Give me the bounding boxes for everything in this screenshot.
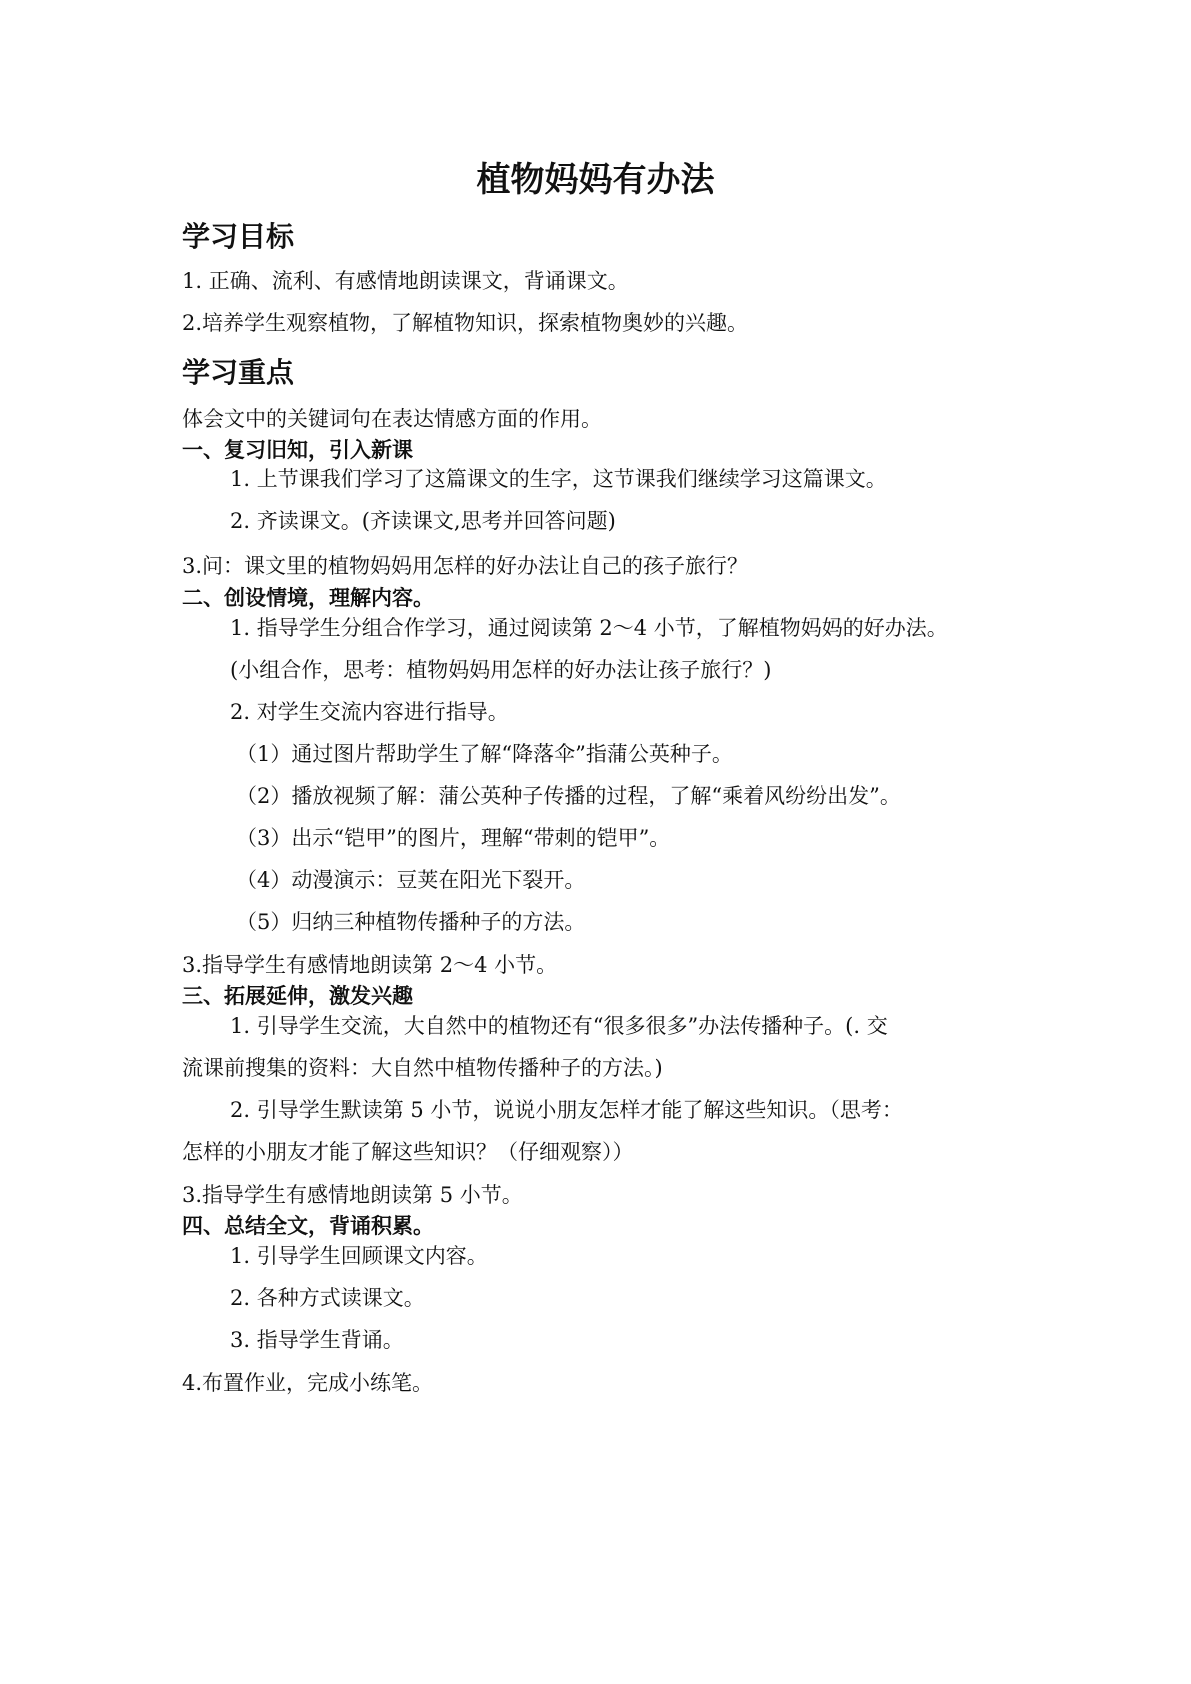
objectives-heading: 学习目标 bbox=[182, 220, 295, 253]
part1-line-2: 2. 齐读课文。(齐读课文,思考并回答问题) bbox=[230, 509, 616, 533]
part2-line-2: (小组合作，思考：植物妈妈用怎样的好办法让孩子旅行？) bbox=[230, 658, 772, 682]
part2-line-1: 1. 指导学生分组合作学习，通过阅读第 2～4 小节，了解植物妈妈的好办法。 bbox=[230, 616, 948, 640]
part2-line-9: 3.指导学生有感情地朗读第 2～4 小节。 bbox=[182, 953, 558, 977]
part3-heading: 三、拓展延伸，激发兴趣 bbox=[182, 984, 413, 1008]
part2-heading: 二、创设情境，理解内容。 bbox=[182, 586, 434, 610]
part2-line-6: （3）出示“铠甲”的图片，理解“带刺的铠甲”。 bbox=[236, 826, 671, 850]
key-points-text: 体会文中的关键词句在表达情感方面的作用。 bbox=[182, 407, 602, 431]
part1-line-1: 1. 上节课我们学习了这篇课文的生字，这节课我们继续学习这篇课文。 bbox=[230, 467, 887, 491]
objective-item-1: 1. 正确、流利、有感情地朗读课文，背诵课文。 bbox=[182, 269, 629, 293]
part3-line-1: 1. 引导学生交流，大自然中的植物还有“很多很多”办法传播种子。(. 交 bbox=[230, 1014, 888, 1038]
part2-line-4: （1）通过图片帮助学生了解“降落伞”指蒲公英种子。 bbox=[236, 742, 733, 766]
part4-line-2: 2. 各种方式读课文。 bbox=[230, 1286, 425, 1310]
part4-heading: 四、总结全文，背诵积累。 bbox=[182, 1214, 434, 1238]
part2-line-3: 2. 对学生交流内容进行指导。 bbox=[230, 700, 509, 724]
part1-line-3: 3.问：课文里的植物妈妈用怎样的好办法让自己的孩子旅行？ bbox=[182, 554, 749, 578]
part2-line-5: （2）播放视频了解：蒲公英种子传播的过程，了解“乘着风纷纷出发”。 bbox=[236, 784, 901, 808]
part1-heading: 一、复习旧知，引入新课 bbox=[182, 438, 413, 462]
key-points-heading: 学习重点 bbox=[182, 356, 295, 389]
part4-line-3: 3. 指导学生背诵。 bbox=[230, 1328, 404, 1352]
part3-line-4: 怎样的小朋友才能了解这些知识？（仔细观察）） bbox=[182, 1140, 634, 1164]
part2-line-8: （5）归纳三种植物传播种子的方法。 bbox=[236, 910, 586, 934]
document-title: 植物妈妈有办法 bbox=[476, 160, 715, 200]
objective-item-2: 2.培养学生观察植物，了解植物知识，探索植物奥妙的兴趣。 bbox=[182, 311, 749, 335]
part3-line-2: 流课前搜集的资料：大自然中植物传播种子的方法。) bbox=[182, 1056, 663, 1080]
part2-line-7: （4）动漫演示：豆荚在阳光下裂开。 bbox=[236, 868, 586, 892]
part3-line-3: 2. 引导学生默读第 5 小节，说说小朋友怎样才能了解这些知识。（思考： bbox=[230, 1098, 903, 1122]
part4-line-4: 4.布置作业，完成小练笔。 bbox=[182, 1371, 434, 1395]
part4-line-1: 1. 引导学生回顾课文内容。 bbox=[230, 1244, 488, 1268]
part3-line-5: 3.指导学生有感情地朗读第 5 小节。 bbox=[182, 1183, 523, 1207]
